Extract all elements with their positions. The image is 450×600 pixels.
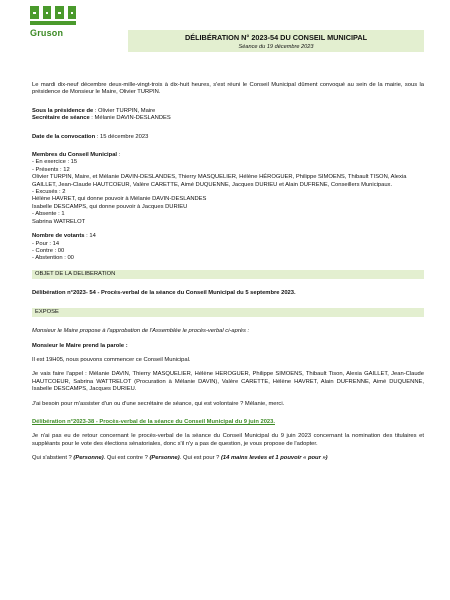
votants-abstention: - Abstention : 00	[32, 255, 74, 262]
convocation-value: : 15 décembre 2023	[95, 133, 149, 140]
secretaire-value: : Mélanie DAVIN-DESLANDES	[89, 115, 171, 122]
delib-38-paragraph: Je n'ai pas eu de retour concernant le procès-verbal de la séance du Conseil Municipal du 9 juin 2023 concernant la nomination des titulaires et suppléants pour le vote des élections sénatoriales, donc s'il n'y a pas de question, je vous propose de l'adopter.	[32, 433, 424, 447]
vote-q3: . Qui est pour ?	[179, 455, 221, 462]
membres-excuse-2: Isabelle DESCAMPS, qui donne pouvoir à Jacques DURIEU	[32, 203, 188, 210]
gruson-logo	[30, 6, 76, 38]
votants-pour: - Pour : 14	[32, 240, 60, 247]
presidence-line	[32, 108, 424, 115]
votants-value: : 14	[84, 233, 96, 240]
vote-a1: (Personne)	[73, 455, 104, 462]
expose-band: EXPOSE	[32, 308, 424, 317]
membres-absente: - Absente : 1	[32, 211, 65, 218]
expose-paragraph-2: Je vais faire l'appel : Mélanie DAVIN, Thierry MASQUELIER, Hélène HEROGUER, Philippe SIMOENS, Thibault Tison, Alexia GAILLET, Jean-Claude HAUTCOEUR, Sabrina WATTRELOT (Procuration à Mélanie DAVIN), Valère CARETTE, Hélène HAVRET, Alain DUFRENNE, Aimé DUQUENNE, Isabelle DESCAMPS, Jacques DURIEU.	[32, 371, 424, 393]
expose-paragraph-3: J'ai besoin pour m'assister d'un ou d'une secrétaire de séance, qui est volontaire ? Mélanie, merci.	[32, 400, 285, 407]
membres-label: Membres du Conseil Municipal	[32, 152, 118, 159]
secretaire-line	[32, 115, 424, 122]
logo-bar	[30, 21, 76, 25]
membres-excuses: - Excusés : 2	[32, 189, 66, 196]
convocation-line	[32, 134, 424, 141]
presidence-label: Sous la présidence de	[32, 107, 94, 114]
vote-q1: Qui s'abstient ?	[32, 455, 74, 462]
expose-propose: Monsieur le Maire propose à l'approbation de l'Assemblée le procès-verbal ci-après :	[32, 328, 250, 335]
delib-38-title: Délibération n°2023-38 - Procès-verbal de la séance du Conseil Municipal du 9 juin 2023.	[32, 418, 275, 425]
document-body	[32, 82, 424, 463]
votants-contre: - Contre : 00	[32, 247, 65, 254]
votants-label: Nombre de votants	[32, 233, 85, 240]
delib-38-vote	[32, 455, 424, 462]
votants-line	[32, 233, 424, 240]
convocation-label: Date de la convocation	[32, 133, 96, 140]
secretaire-label: Secrétaire de séance	[32, 115, 90, 122]
expose-parole: Monsieur le Maire prend la parole :	[32, 342, 128, 349]
logo-squares-icon	[30, 6, 76, 19]
membres-exercice: - En exercice : 15	[32, 159, 78, 166]
presidence-value: : Olivier TURPIN, Maire	[93, 107, 156, 114]
membres-suffix: :	[117, 152, 121, 159]
seance-date: Séance du 19 décembre 2023	[238, 44, 314, 50]
objet-band: OBJET DE LA DELIBERATION	[32, 270, 424, 279]
membres-presents: - Présents : 12	[32, 166, 70, 173]
intro-paragraph: Le mardi dix-neuf décembre deux-mille-vingt-trois à dix-huit heures, s'est réuni le Conseil Municipal dûment convoqué au sein de la mairie, sous la présidence de Monsieur le Maire, Olivier TURPIN.	[32, 82, 424, 96]
objet-text: Délibération n°2023- 54 - Procès-verbal de la séance du Conseil Municipal du 5 septembre 2023.	[32, 289, 296, 296]
membres-heading	[32, 152, 424, 159]
logo-text: Gruson	[30, 28, 64, 38]
vote-a2: (Personne)	[149, 455, 180, 462]
membres-present-list: Olivier TURPIN, Maire, et Mélanie DAVIN-DESLANDES, Thierry MASQUELIER, Hélène HÉROGUER, Philippe SIMOENS, Thibault TISON, Alexia GAILLET, Jean-Claude HAUTCOEUR, Valère CARETTE, Aimé DUQUENNE, Jacques DURIEU et Alain DUFRENE, Conseillers Municipaux.	[32, 174, 407, 188]
vote-q2: . Qui est contre ?	[103, 455, 150, 462]
deliberation-title: DÉLIBÉRATION N° 2023-54 DU CONSEIL MUNICIPAL	[184, 33, 368, 42]
expose-paragraph-1: Il est 19H05, nous pouvons commencer ce Conseil Municipal.	[32, 356, 191, 363]
vote-a3: (14 mains levées et 1 pouvoir « pour »)	[220, 455, 328, 462]
deliberation-header	[128, 30, 424, 52]
membres-excuse-1: Hélène HAVRET, qui donne pouvoir à Mélanie DAVIN-DESLANDES	[32, 196, 207, 203]
membres-absente-name: Sabrina WATRELOT	[32, 218, 86, 225]
